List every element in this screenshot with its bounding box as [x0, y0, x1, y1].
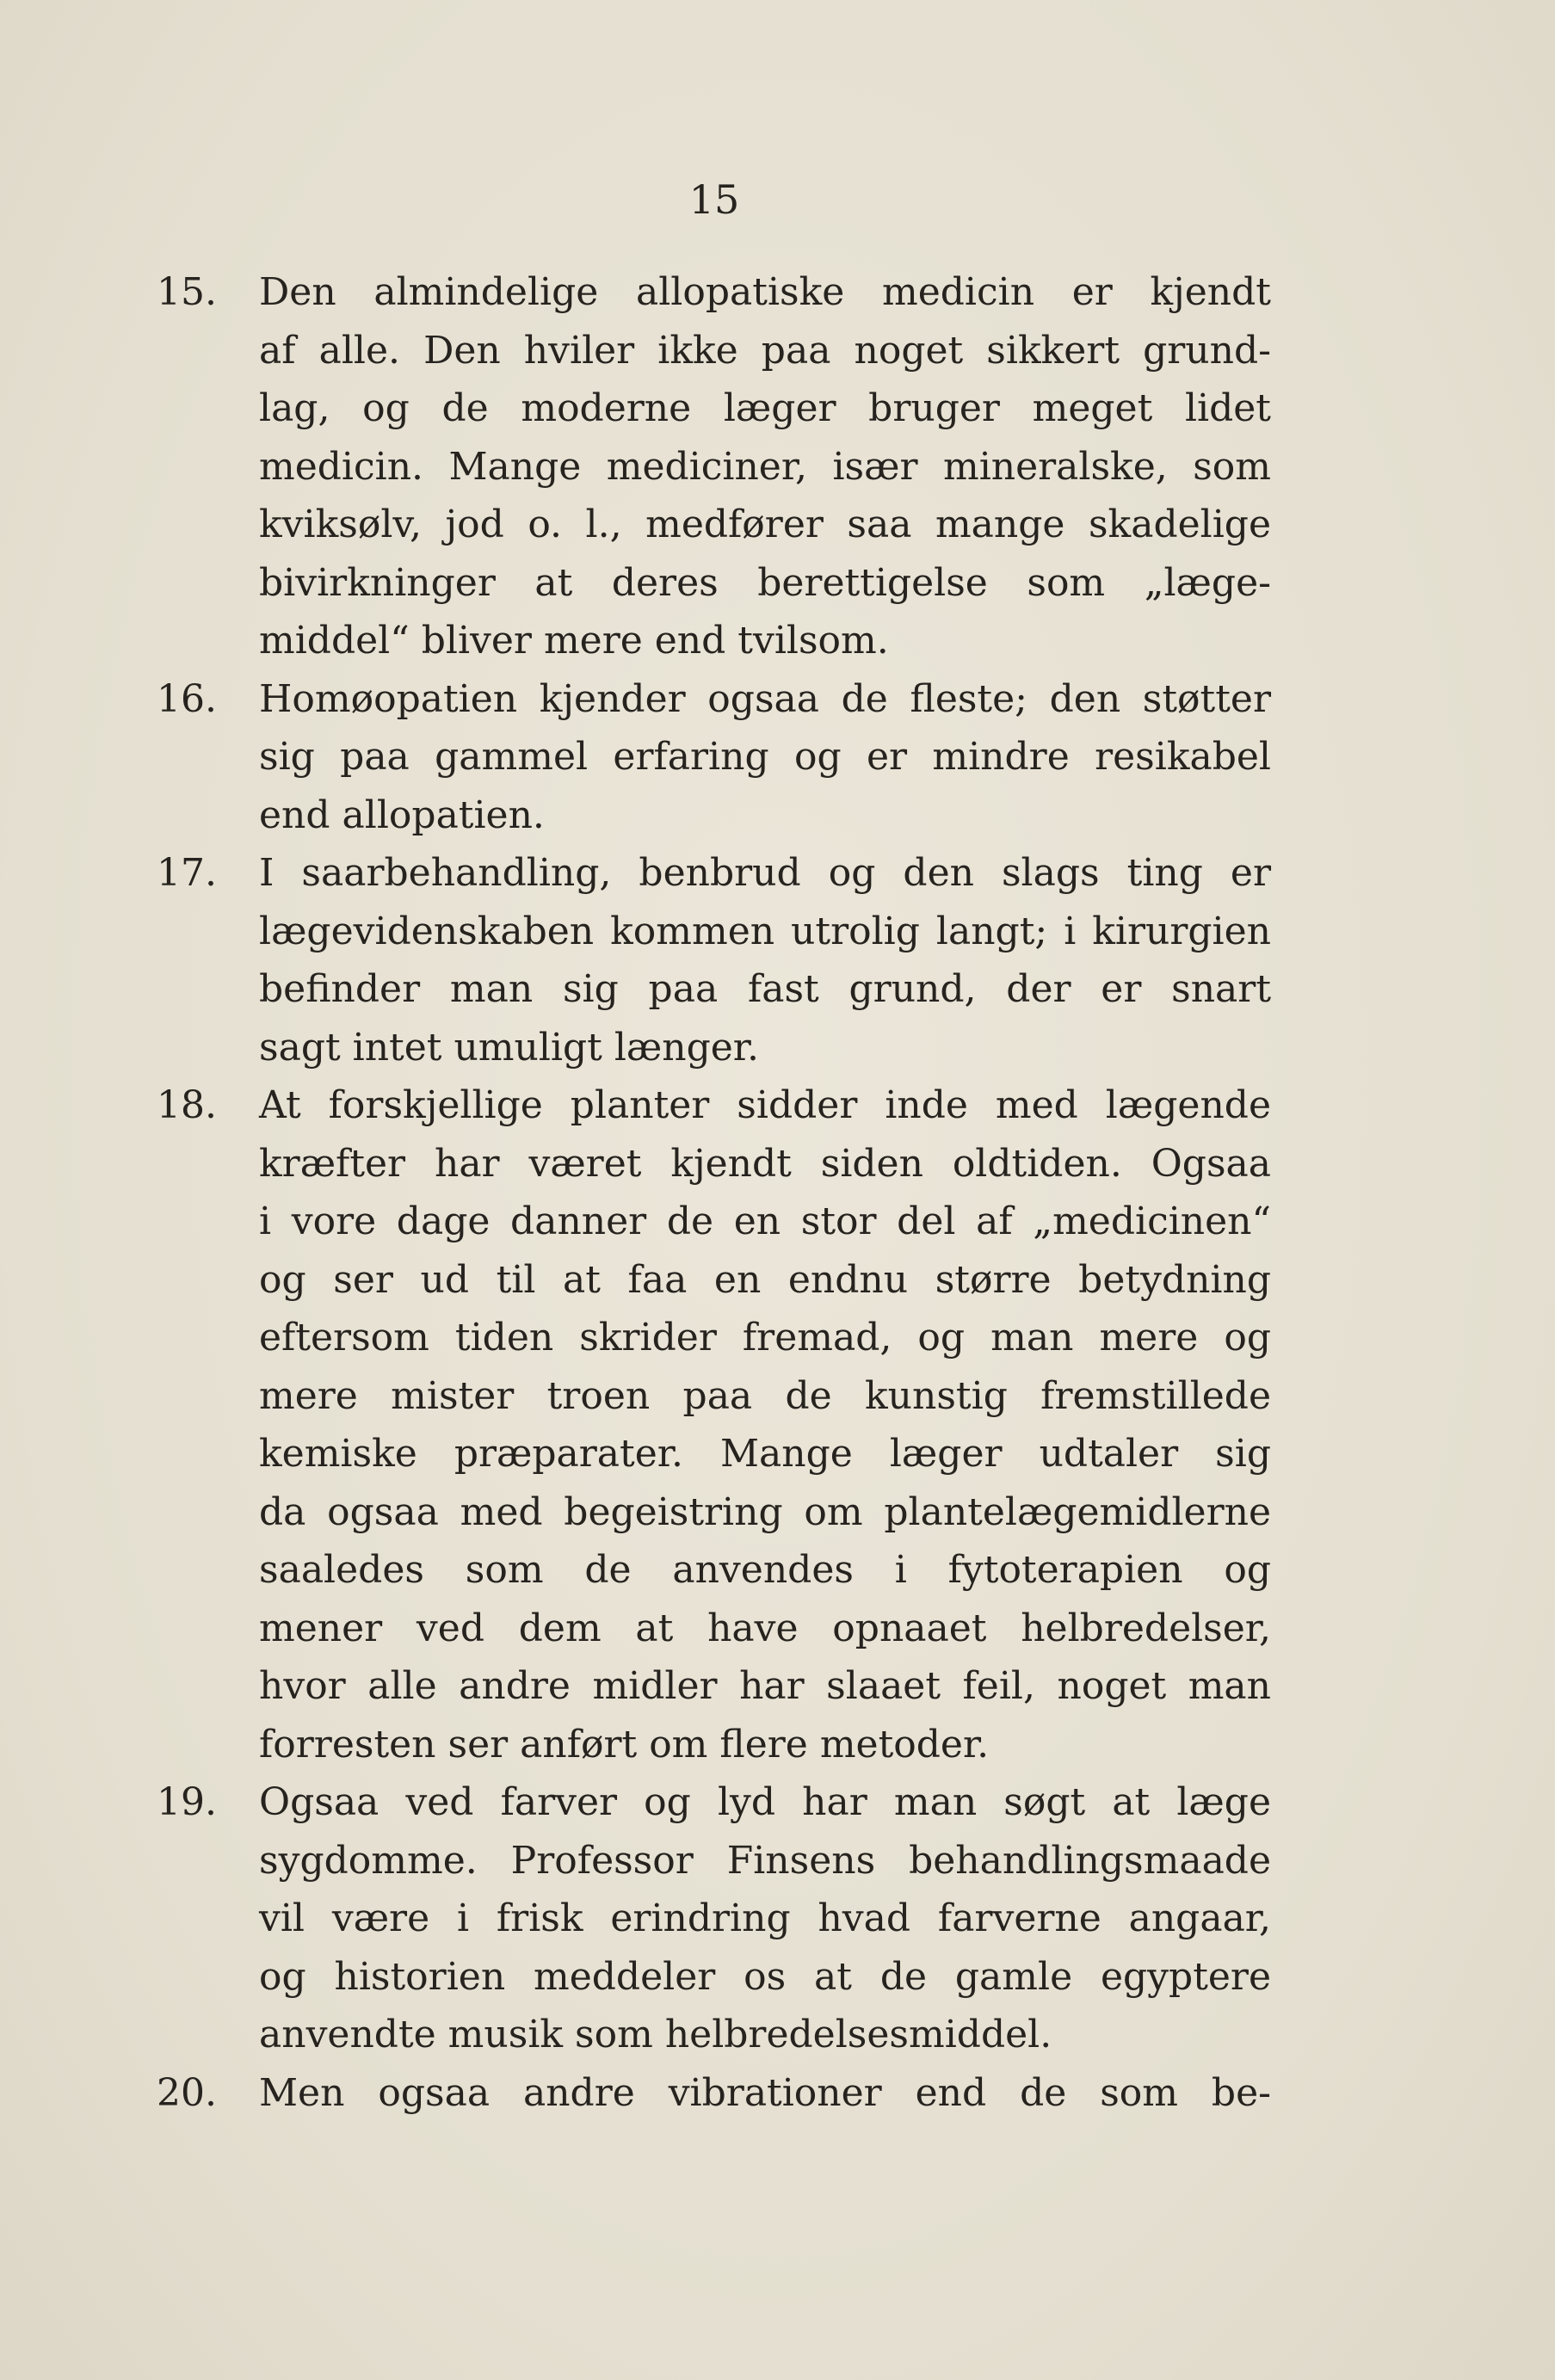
- paragraph-text: [259, 263, 1271, 670]
- text-line: saaledes som de anvendes i fytoterapien og: [259, 1548, 1271, 1592]
- text-line: af alle. Den hviler ikke paa noget sikkert grund-: [259, 328, 1271, 373]
- text-line: At forskjellige planter sidder inde med lægende: [259, 1083, 1271, 1127]
- text-line: sig paa gammel erfaring og er mindre resikabel: [259, 735, 1271, 779]
- paragraph-text: [259, 844, 1271, 1076]
- text-line: kræfter har været kjendt siden oldtiden. Ogsaa: [259, 1141, 1271, 1186]
- text-line: sygdomme. Professor Finsens behandlingsmaade: [259, 1838, 1271, 1883]
- paragraph-entry: [0, 670, 1555, 845]
- paragraph-number: 16.: [157, 676, 217, 721]
- paragraph-entry: [0, 1773, 1555, 2064]
- paragraph-entry: [0, 2064, 1555, 2123]
- paragraph-number: 20.: [157, 2070, 217, 2115]
- text-line: bivirkninger at deres berettigelse som „læge-: [259, 560, 1271, 605]
- text-line: lægevidenskaben kommen utrolig langt; i kirurgien: [259, 909, 1271, 953]
- text-line: anvendte musik som helbredelsesmiddel.: [259, 2013, 1052, 2056]
- text-line: forresten ser anført om flere metoder.: [259, 1722, 990, 1767]
- numbered-paragraphs: [0, 263, 1555, 2122]
- text-line: Homøopatien kjender ogsaa de fleste; den støtter: [259, 676, 1271, 721]
- text-line: middel“ bliver mere end tvilsom.: [259, 619, 889, 663]
- text-line: I saarbehandling, benbrud og den slags ting er: [259, 851, 1271, 895]
- paragraph-entry: [0, 1076, 1555, 1773]
- text-line: da ogsaa med begeistring om plantelægemidlerne: [259, 1489, 1271, 1534]
- text-line: medicin. Mange mediciner, især mineralske, som: [259, 444, 1271, 489]
- text-line: end allopatien.: [259, 792, 545, 837]
- paragraph-text: [259, 1773, 1271, 2064]
- text-line: hvor alle andre midler har slaaet feil, noget man: [259, 1664, 1271, 1708]
- paragraph-entry: [0, 844, 1555, 1076]
- paragraph-number: 18.: [157, 1083, 217, 1127]
- paragraph-entry: [0, 263, 1555, 670]
- text-line: sagt intet umuligt længer.: [259, 1025, 759, 1070]
- text-line: Men ogsaa andre vibrationer end de som be-: [259, 2070, 1271, 2115]
- page-number: 15: [688, 176, 740, 223]
- paragraph-text: [259, 670, 1271, 845]
- text-line: Den almindelige allopatiske medicin er kjendt: [259, 270, 1271, 314]
- text-line: vil være i frisk erindring hvad farverne angaar,: [259, 1896, 1271, 1940]
- text-line: mere mister troen paa de kunstig fremstillede: [259, 1373, 1271, 1418]
- paragraph-number: 15.: [157, 270, 217, 314]
- text-line: kviksølv, jod o. l., medfører saa mange skadelige: [259, 503, 1271, 546]
- paragraph-number: 19.: [157, 1780, 217, 1824]
- text-line: mener ved dem at have opnaaet helbredelser,: [259, 1606, 1271, 1650]
- text-line: eftersom tiden skrider fremad, og man mere og: [259, 1316, 1271, 1360]
- paragraph-number: 17.: [157, 851, 217, 895]
- paragraph-text: [259, 2064, 1271, 2123]
- text-line: Ogsaa ved farver og lyd har man søgt at læge: [259, 1780, 1271, 1824]
- text-line: kemiske præparater. Mange læger udtaler sig: [259, 1432, 1271, 1476]
- text-line: lag, og de moderne læger bruger meget lidet: [259, 386, 1271, 430]
- text-line: i vore dage danner de en stor del af „medicinen“: [259, 1199, 1271, 1243]
- text-line: og ser ud til at faa en endnu større betydning: [259, 1257, 1271, 1302]
- text-line: og historien meddeler os at de gamle egyptere: [259, 1954, 1271, 1999]
- text-line: befinder man sig paa fast grund, der er snart: [259, 967, 1271, 1011]
- paragraph-text: [259, 1076, 1271, 1773]
